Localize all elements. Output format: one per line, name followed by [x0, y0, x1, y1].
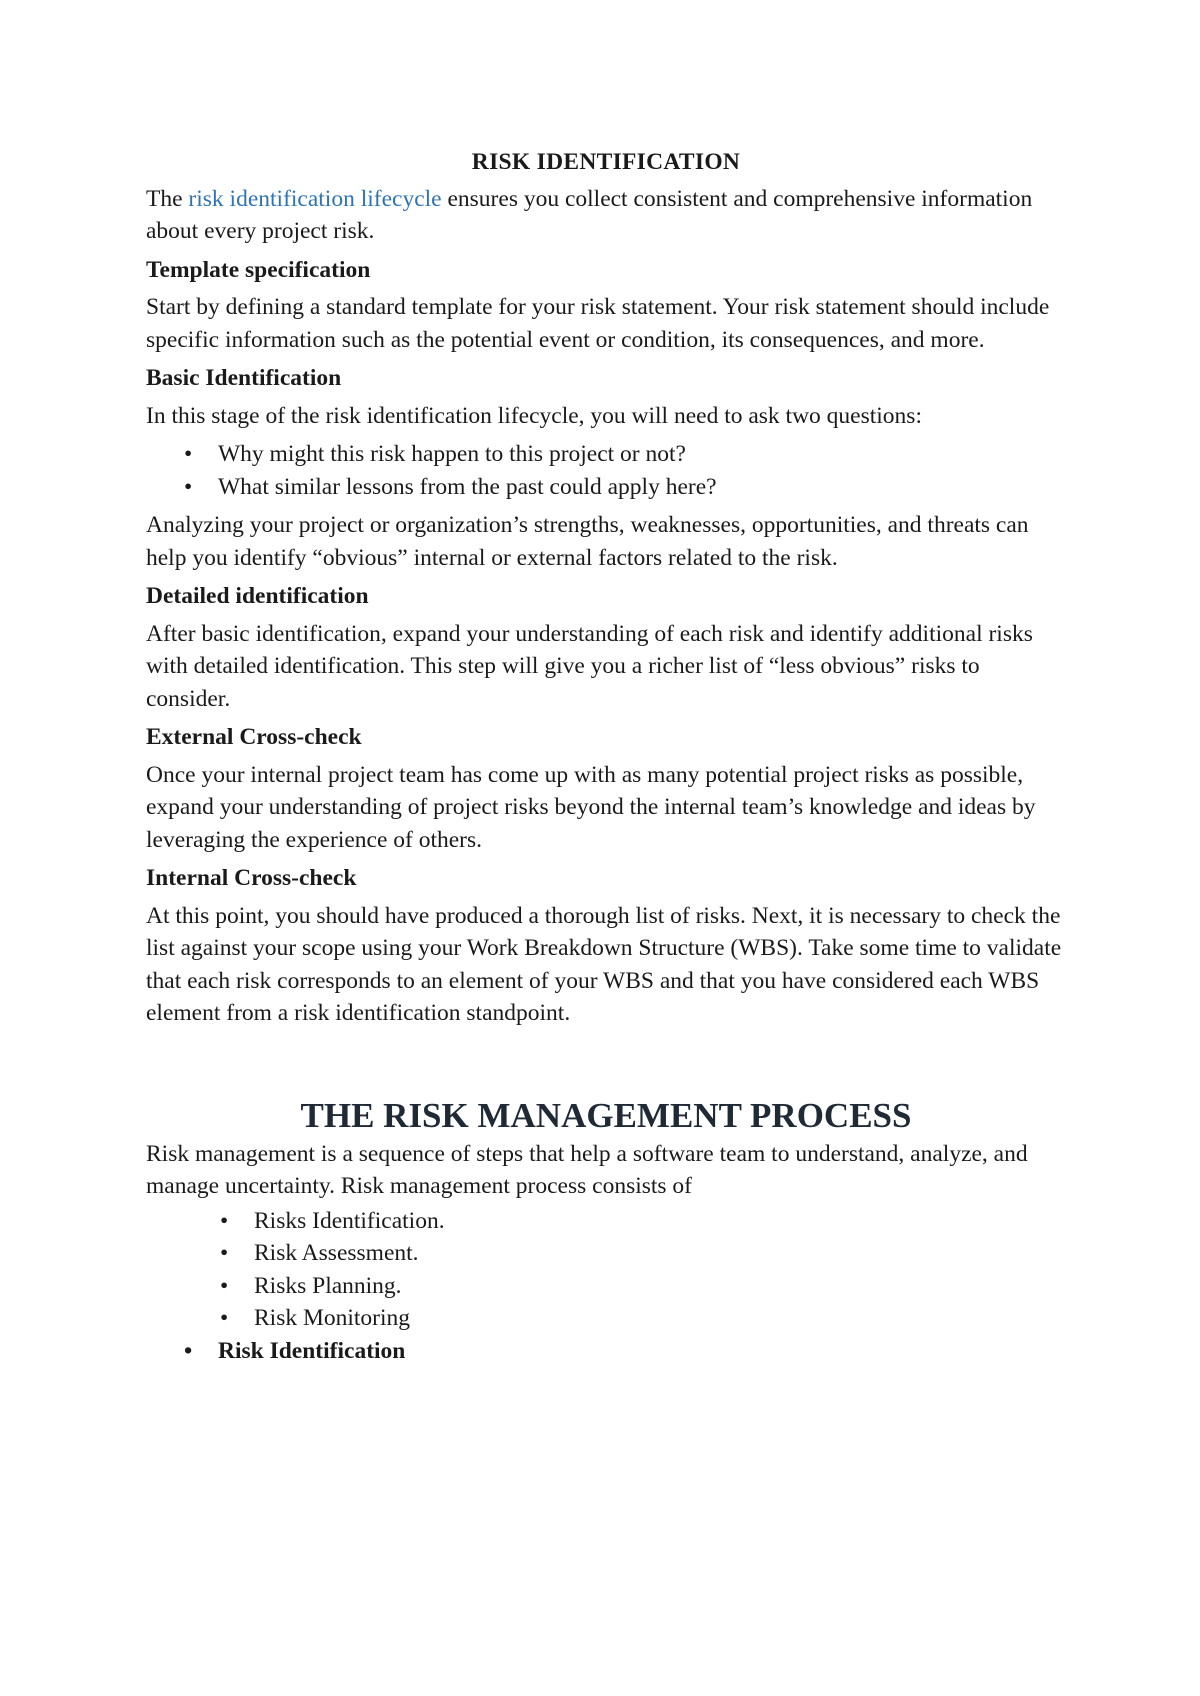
process-steps-list	[146, 1205, 1066, 1335]
list-item-text: Risks Planning.	[254, 1272, 402, 1299]
intro-suffix: ensures you collect consistent and comprehensive information about every project risk.	[146, 185, 1033, 244]
document-page	[146, 146, 1066, 1373]
process-title: THE RISK MANAGEMENT PROCESS	[300, 1095, 912, 1135]
section-heading-basic-identification: Basic Identification	[146, 365, 342, 391]
intro-prefix: The	[146, 185, 189, 212]
section-heading-template-specification: Template specification	[146, 256, 371, 283]
risk-lifecycle-link[interactable]: risk identification lifecycle	[188, 185, 442, 212]
page-title: RISK IDENTIFICATION	[471, 149, 741, 175]
list-item	[146, 1335, 1066, 1368]
section-heading-detailed-identification: Detailed identification	[146, 583, 369, 609]
list-item-text: What similar lessons from the past could apply here?	[218, 473, 717, 500]
list-item-text: Risk Identification	[218, 1337, 406, 1364]
process-body: Risk management is a sequence of steps that help a software team to understand, analyze, and manage uncertainty. Risk management process consists of	[146, 1140, 1028, 1199]
section-after-basic-identification: Analyzing your project or organization’s strengths, weaknesses, opportunities, and threats can help you identify “obvious” internal or external factors related to the risk.	[146, 512, 1029, 571]
section-body-template-specification: Start by defining a standard template for your risk statement. Your risk statement should include specific information such as the potential event or condition, its consequences, and more.	[146, 294, 1050, 353]
list-item	[146, 471, 1066, 504]
list-item-text: Why might this risk happen to this project or not?	[218, 441, 686, 467]
list-item-text: Risk Monitoring	[254, 1305, 411, 1331]
section-body-external-cross-check: Once your internal project team has come up with as many potential project risks as possible, expand your understanding of project risks beyond the internal team’s knowledge and ideas by leveraging the experience of others.	[146, 761, 1036, 853]
section-body-detailed-identification: After basic identification, expand your understanding of each risk and identify additional risks with detailed identification. This step will give you a richer list of “less obvious” risks to consider.	[146, 620, 1033, 712]
bullet-icon: •	[220, 1272, 229, 1299]
bullet-icon: •	[184, 473, 193, 500]
list-item	[146, 1237, 1066, 1270]
process-final-list	[146, 1335, 1066, 1368]
bullet-icon: •	[184, 1337, 193, 1364]
list-item	[146, 438, 1066, 471]
list-item	[146, 1302, 1066, 1335]
list-item	[146, 1270, 1066, 1303]
bullet-icon: •	[184, 441, 193, 467]
intro-paragraph	[146, 183, 1066, 248]
list-item-text: Risks Identification.	[254, 1207, 445, 1234]
section-heading-internal-cross-check: Internal Cross-check	[146, 865, 357, 891]
basic-identification-questions	[146, 438, 1066, 503]
bullet-icon: •	[220, 1240, 229, 1266]
section-spacer	[146, 1036, 1066, 1094]
section-body-basic-identification: In this stage of the risk identification lifecycle, you will need to ask two questions:	[146, 402, 922, 429]
bullet-icon: •	[220, 1207, 229, 1234]
list-item-text: Risk Assessment.	[254, 1240, 419, 1266]
section-body-internal-cross-check: At this point, you should have produced a thorough list of risks. Next, it is necessary to check the list against your scope using your Work Breakdown Structure (WBS). Take some time to validate that each risk corresponds to an element of your WBS and that you have considered each WBS element from a risk identification standpoint.	[146, 902, 1062, 1026]
list-item	[146, 1205, 1066, 1238]
section-heading-external-cross-check: External Cross-check	[146, 724, 362, 750]
bullet-icon: •	[220, 1305, 229, 1331]
